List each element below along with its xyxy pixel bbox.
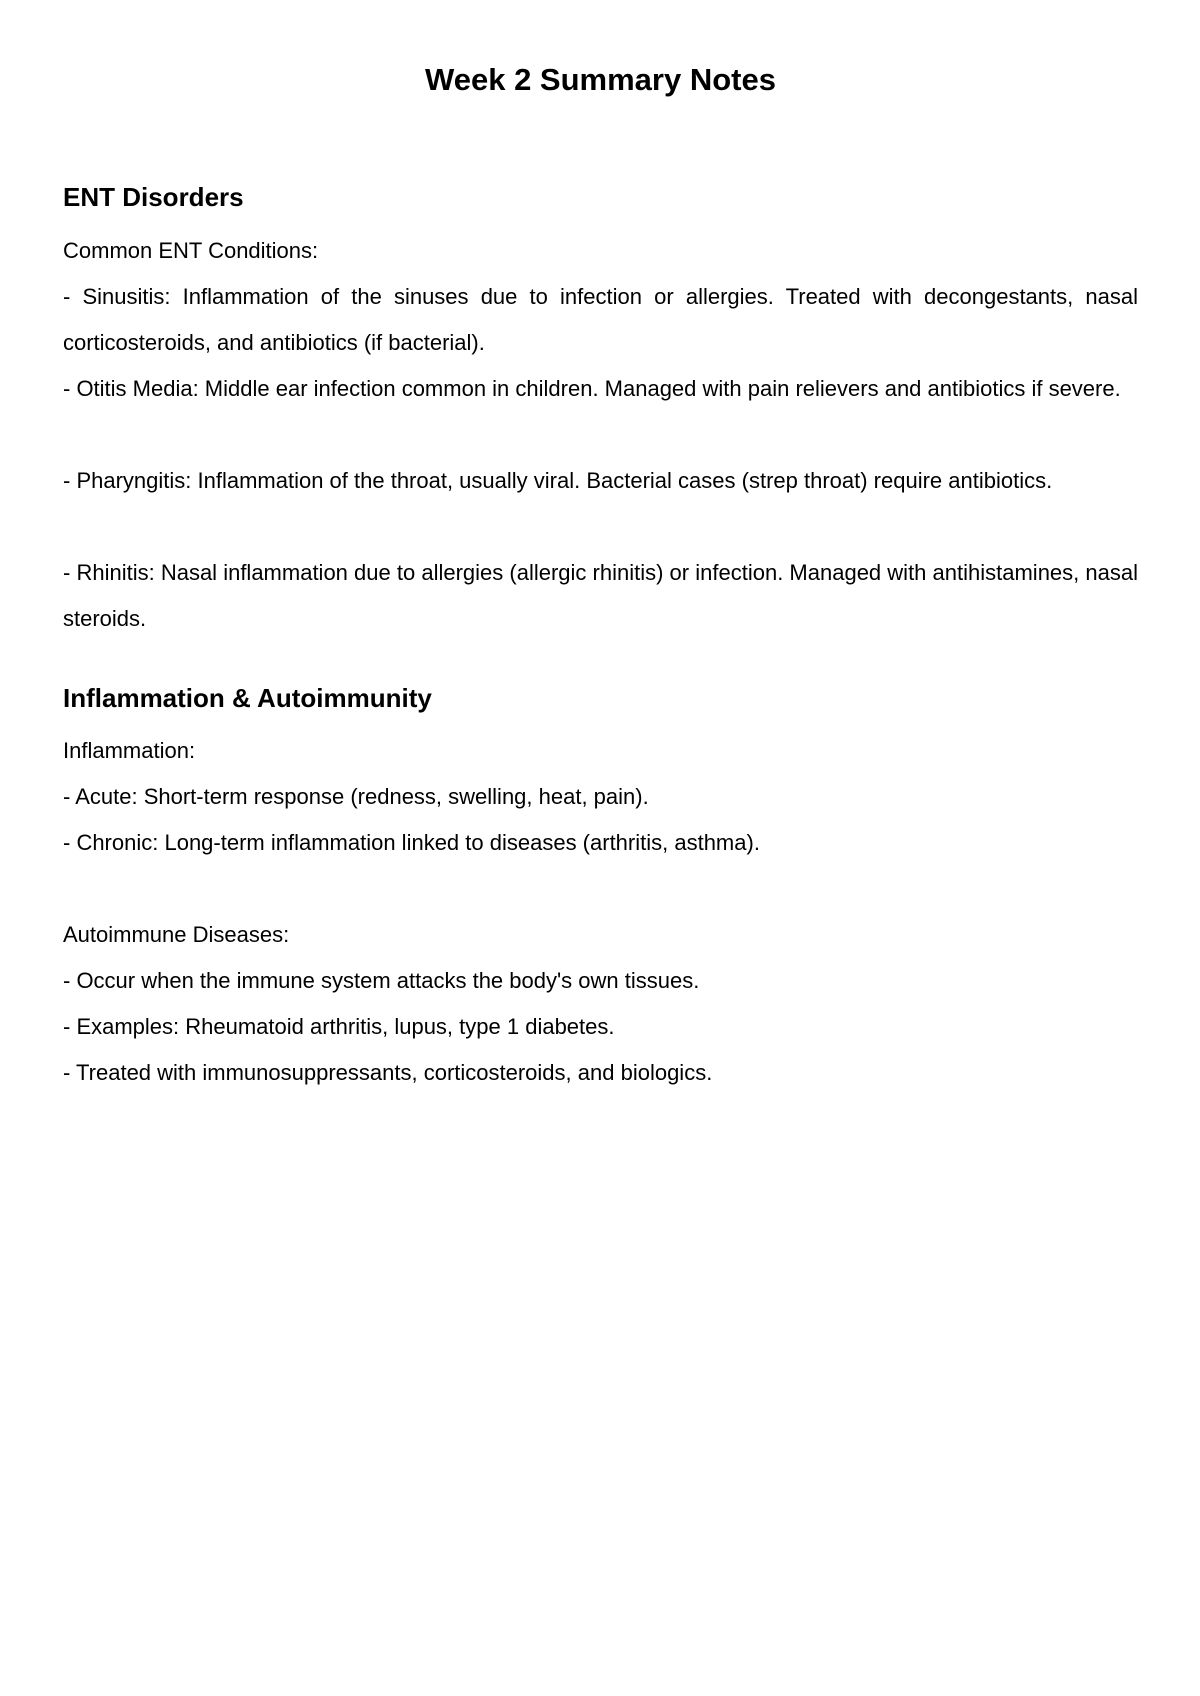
ent-item-rhinitis: - Rhinitis: Nasal inflammation due to allergies (allergic rhinitis) or infection. Managed with antihistamines, nasal steroids. xyxy=(63,560,1138,631)
inflammation-item-chronic: - Chronic: Long-term inflammation linked to diseases (arthritis, asthma). xyxy=(63,830,760,855)
ent-item-sinusitis: - Sinusitis: Inflammation of the sinuses due to infection or allergies. Treated with decongestants, nasal corticosteroids, and antibiotics (if bacterial). xyxy=(63,284,1138,355)
inflammation-item-acute: - Acute: Short-term response (redness, swelling, heat, pain). xyxy=(63,784,649,809)
autoimmune-item-treatment: - Treated with immunosuppressants, corticosteroids, and biologics. xyxy=(63,1060,713,1085)
inflammation-label: Inflammation: xyxy=(63,738,196,763)
ent-item-otitis-media: - Otitis Media: Middle ear infection common in children. Managed with pain relievers and antibiotics if severe. xyxy=(63,376,1121,401)
section-heading-inflammation-autoimmunity: Inflammation & Autoimmunity xyxy=(63,683,432,713)
section-heading-ent-disorders: ENT Disorders xyxy=(63,182,244,212)
autoimmune-item-occur: - Occur when the immune system attacks the body's own tissues. xyxy=(63,968,700,993)
autoimmune-item-examples: - Examples: Rheumatoid arthritis, lupus, type 1 diabetes. xyxy=(63,1014,615,1039)
ent-conditions-label: Common ENT Conditions: xyxy=(63,238,319,263)
ent-item-pharyngitis: - Pharyngitis: Inflammation of the throat, usually viral. Bacterial cases (strep throat) require antibiotics. xyxy=(63,468,1053,493)
autoimmune-diseases-label: Autoimmune Diseases: xyxy=(63,922,290,947)
document-title: Week 2 Summary Notes xyxy=(425,62,776,97)
